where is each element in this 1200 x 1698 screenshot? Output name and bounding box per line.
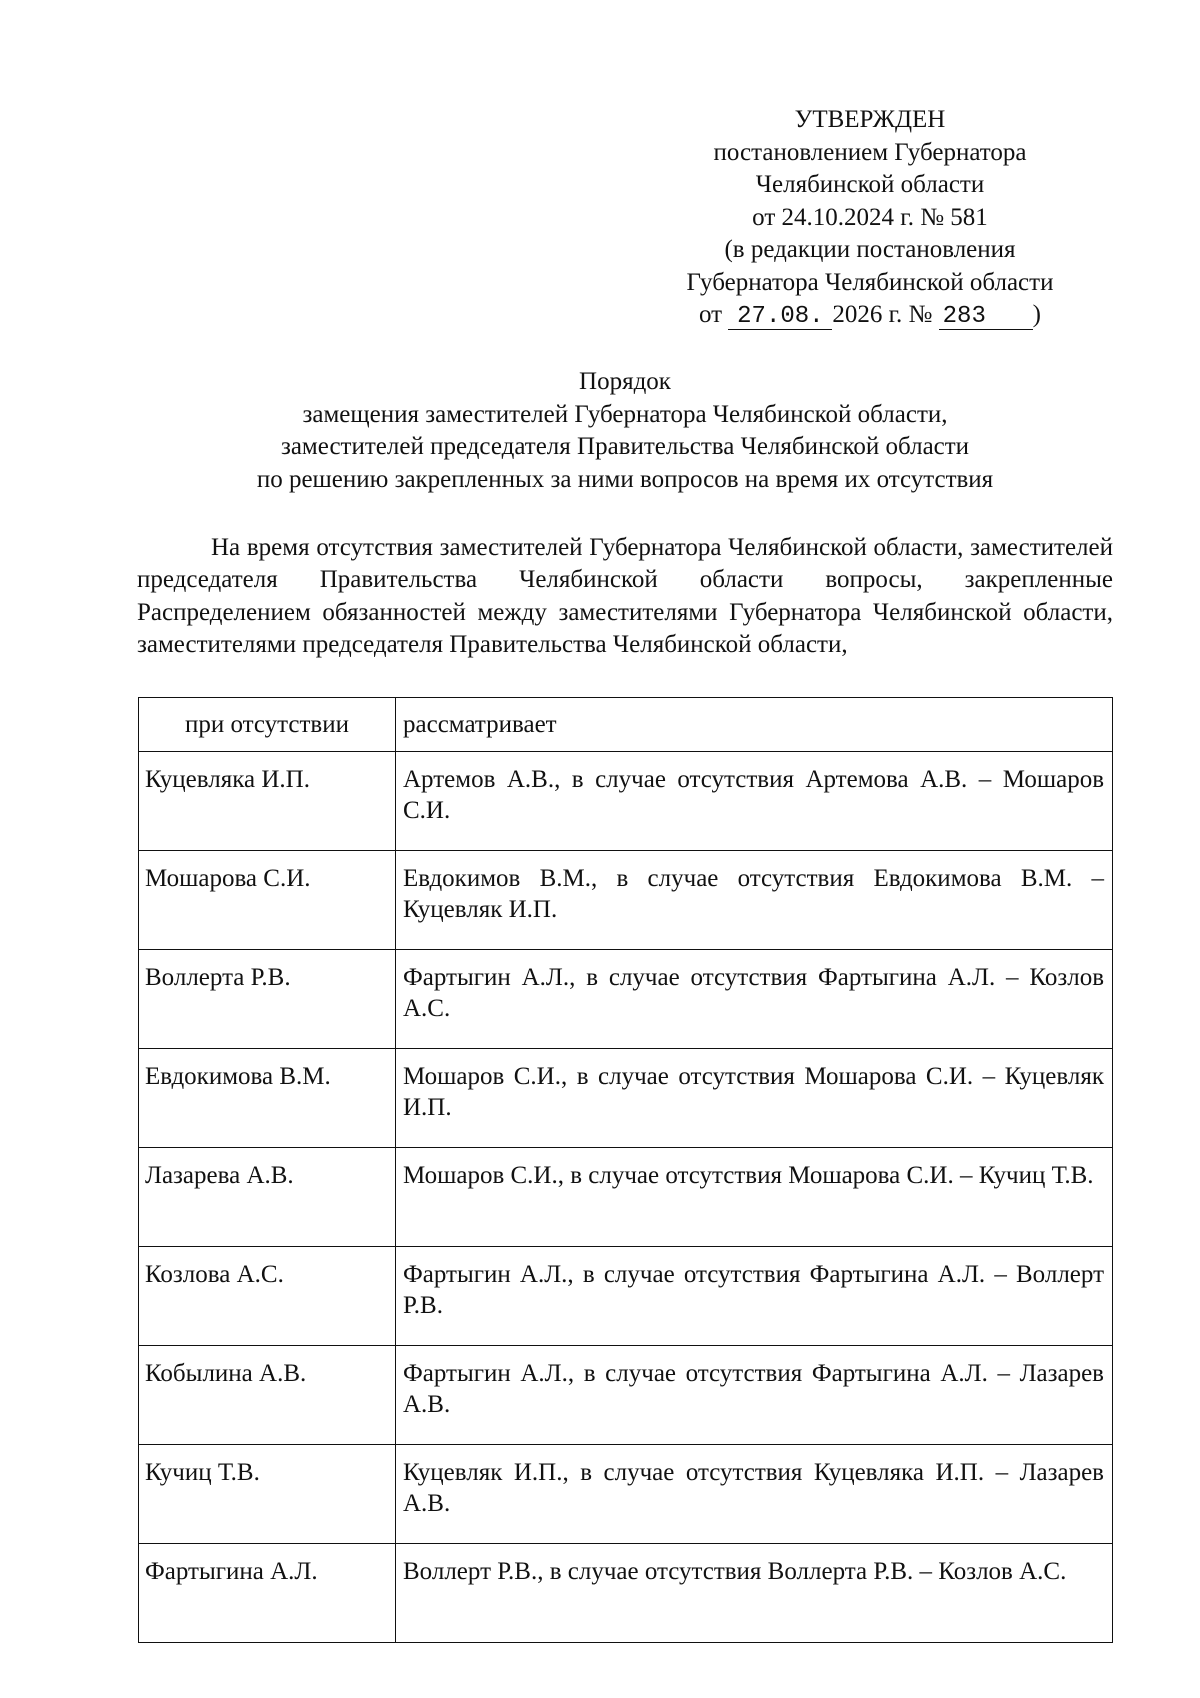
table-row <box>139 950 1113 1049</box>
revision-date-value: 27.08. <box>728 305 832 330</box>
approval-line: Губернатора Челябинской области <box>686 268 1054 296</box>
date-prefix: от <box>699 301 723 328</box>
approval-line: (в редакции постановления <box>724 236 1016 263</box>
intro-text: На время отсутствия заместителей Губернатора Челябинской области, заместителей председателя Правительства Челябинской области вопросы, закрепленные Распределением обязанностей между заместителями Губернатора Челябинской области, заместителями председателя Правительства Челябинской области, <box>137 534 1113 658</box>
approval-heading: УТВЕРЖДЕН <box>794 106 946 133</box>
table-row <box>139 752 1113 851</box>
absent-cell: Козлова А.С. <box>139 1247 396 1346</box>
table-header-row <box>139 698 1113 752</box>
title-heading: Порядок <box>579 368 671 395</box>
intro-paragraph <box>137 532 1113 661</box>
substitute-cell: Фартыгин А.Л., в случае отсутствия Фартыгина А.Л. – Воллерт Р.В. <box>396 1247 1113 1346</box>
header-substitute: рассматривает <box>396 698 1113 752</box>
substitute-cell: Воллерт Р.В., в случае отсутствия Воллерта Р.В. – Козлов А.С. <box>396 1544 1113 1643</box>
substitution-table <box>138 697 1113 1643</box>
closing-paren: ) <box>1032 301 1041 328</box>
table-row <box>139 1346 1113 1445</box>
date-suffix: 2026 г. № <box>832 301 933 328</box>
table-row <box>139 851 1113 950</box>
substitute-cell: Куцевляк И.П., в случае отсутствия Куцевляка И.П. – Лазарев А.В. <box>396 1445 1113 1544</box>
substitute-cell: Мошаров С.И., в случае отсутствия Мошарова С.И. – Кучиц Т.В. <box>396 1148 1113 1247</box>
title-line: по решению закрепленных за ними вопросов на время их отсутствия <box>256 465 994 493</box>
substitute-cell: Евдокимов В.М., в случае отсутствия Евдокимова В.М. – Куцевляк И.П. <box>396 851 1113 950</box>
absent-cell: Кучиц Т.В. <box>139 1445 396 1544</box>
substitute-cell: Мошаров С.И., в случае отсутствия Мошарова С.И. – Куцевляк И.П. <box>396 1049 1113 1148</box>
approval-line: Челябинской области <box>755 171 985 198</box>
absent-cell: Куцевляка И.П. <box>139 752 396 851</box>
revision-number-value: 283 <box>939 305 1033 330</box>
absent-cell: Лазарева А.В. <box>139 1148 396 1247</box>
table-row <box>139 1445 1113 1544</box>
substitute-cell: Артемов А.В., в случае отсутствия Артемова А.В. – Мошаров С.И. <box>396 752 1113 851</box>
substitute-cell: Фартыгин А.Л., в случае отсутствия Фартыгина А.Л. – Лазарев А.В. <box>396 1346 1113 1445</box>
revision-date-line <box>630 299 1110 332</box>
approval-block <box>630 104 1110 332</box>
absent-cell: Воллерта Р.В. <box>139 950 396 1049</box>
absent-cell: Мошарова С.И. <box>139 851 396 950</box>
absent-cell: Фартыгина А.Л. <box>139 1544 396 1643</box>
title-line: замещения заместителей Губернатора Челябинской области, <box>302 400 948 428</box>
title-line: заместителей председателя Правительства Челябинской области <box>280 433 970 460</box>
substitute-cell: Фартыгин А.Л., в случае отсутствия Фартыгина А.Л. – Козлов А.С. <box>396 950 1113 1049</box>
header-absent: при отсутствии <box>139 698 396 752</box>
table-row <box>139 1544 1113 1643</box>
table-row <box>139 1247 1113 1346</box>
approval-line: постановлением Губернатора <box>713 138 1027 166</box>
table-row <box>139 1148 1113 1247</box>
approval-line: от 24.10.2024 г. № 581 <box>752 203 988 231</box>
absent-cell: Кобылина А.В. <box>139 1346 396 1445</box>
absent-cell: Евдокимова В.М. <box>139 1049 396 1148</box>
table-row <box>139 1049 1113 1148</box>
document-title <box>130 366 1120 496</box>
